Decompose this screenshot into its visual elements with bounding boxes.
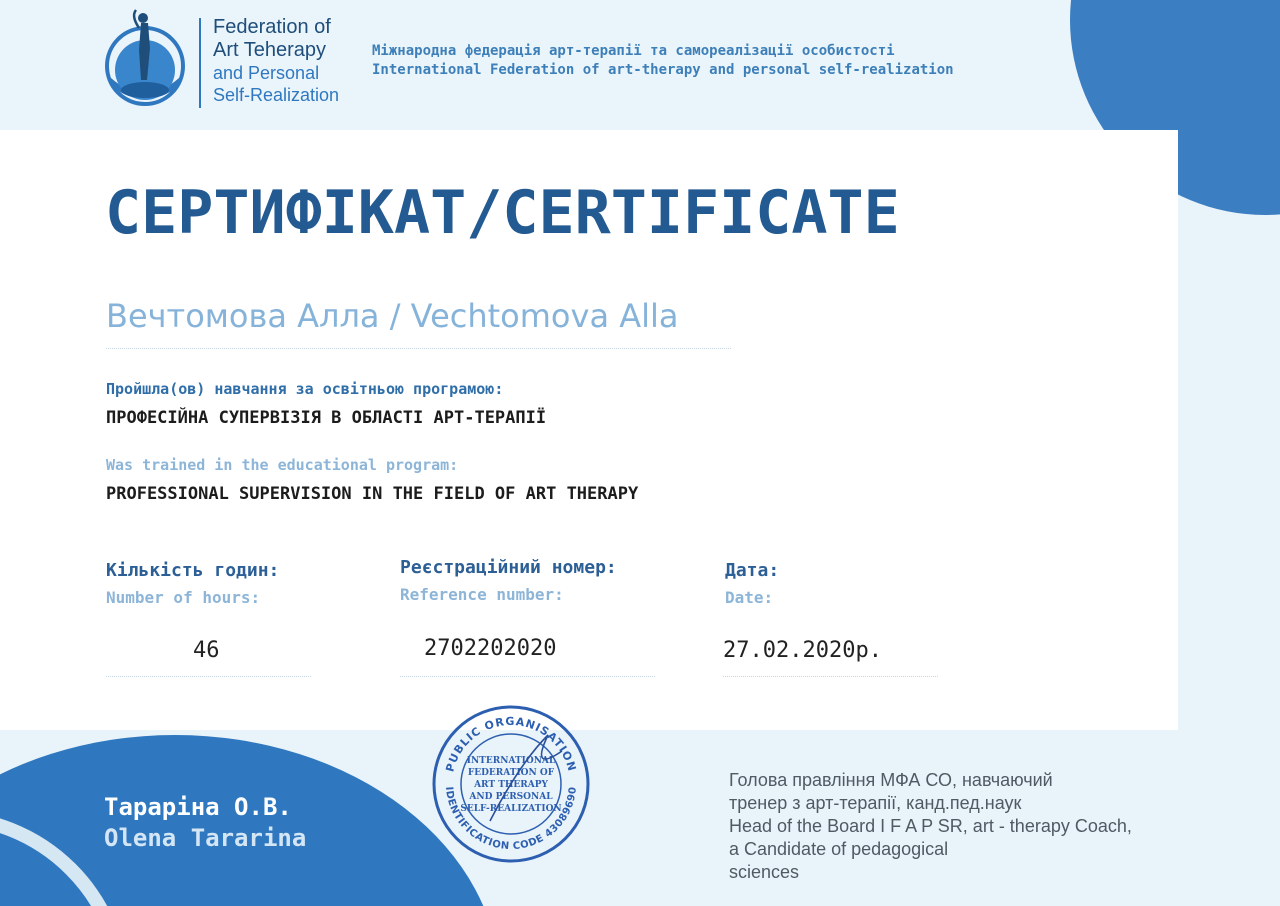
program-name-en: PROFESSIONAL SUPERVISION IN THE FIELD OF ART THERAPY: [106, 484, 639, 504]
signatory-name-en: Olena Tararina: [104, 824, 307, 852]
position-line-3: Head of the Board I F A P SR, art - therapy Coach,: [729, 816, 1132, 836]
org-name-en: International Federation of art-therapy and personal self-realization: [372, 62, 954, 78]
date-value: 27.02.2020р.: [723, 638, 882, 663]
logo-line-3: and Personal: [213, 63, 320, 83]
hours-value: 46: [193, 638, 220, 663]
recipient-underline: [106, 348, 731, 349]
hours-label-en: Number of hours:: [106, 588, 261, 607]
recipient-name: Вечтомова Алла / Vechtomova Alla: [106, 297, 679, 335]
reference-label-en: Reference number:: [400, 585, 564, 604]
date-label-en: Date:: [725, 588, 774, 607]
hours-label-uk: Кількість годин:: [106, 560, 280, 581]
stamp-inner-line-4: AND PERSONAL: [469, 792, 553, 802]
stamp-inner-line-1: INTERNATIONAL: [466, 756, 556, 766]
position-line-5: sciences: [729, 862, 800, 882]
stamp-inner-line-2: FEDERATION OF: [467, 768, 555, 778]
logo-line-2: Art Teherapy: [213, 39, 327, 61]
stamp-inner-line-5: SELF-REALIZATION: [460, 804, 562, 814]
logo-line-1: Federation of: [213, 16, 331, 38]
logo-wordmark: [213, 16, 339, 106]
position-line-1: Голова правління МФА СО, навчаючий: [729, 770, 1053, 790]
reference-value: 2702202020: [424, 636, 557, 661]
stamp-outer-top: PUBLIC ORGANISATION: [443, 714, 579, 774]
stamp-inner-line-3: ART THERAPY: [474, 780, 548, 790]
reference-underline: [400, 676, 655, 677]
certificate-title: СЕРТИФІКАТ/CERTIFICATE: [105, 178, 900, 248]
date-label-uk: Дата:: [725, 560, 780, 581]
program-label-en: Was trained in the educational program:: [106, 456, 459, 474]
reference-label-uk: Реєстраційний номер:: [400, 557, 617, 578]
position-line-4: a Candidate of pedagogical: [729, 839, 949, 859]
federation-logo-icon: [103, 8, 187, 108]
official-stamp: [430, 703, 592, 865]
position-line-2: тренер з арт-терапії, канд.пед.наук: [729, 793, 1022, 813]
logo-divider: [199, 18, 201, 108]
hours-underline: [106, 676, 311, 677]
program-name-uk: ПРОФЕСІЙНА СУПЕРВІЗІЯ В ОБЛАСТІ АРТ-ТЕРАПІЇ: [106, 408, 547, 428]
stamp-outer-bottom: IDENTIFICATION CODE 43089690: [443, 786, 580, 853]
org-name-uk: Міжнародна федерація арт-терапії та самореалізації особистості: [372, 43, 895, 59]
signatory-position: [729, 769, 1199, 884]
date-underline: [723, 676, 938, 677]
program-label-uk: Пройшла(ов) навчання за освітньою програмою:: [106, 380, 504, 398]
signatory-name-uk: Тараріна О.В.: [104, 793, 292, 821]
logo-line-4: Self-Realization: [213, 85, 340, 105]
